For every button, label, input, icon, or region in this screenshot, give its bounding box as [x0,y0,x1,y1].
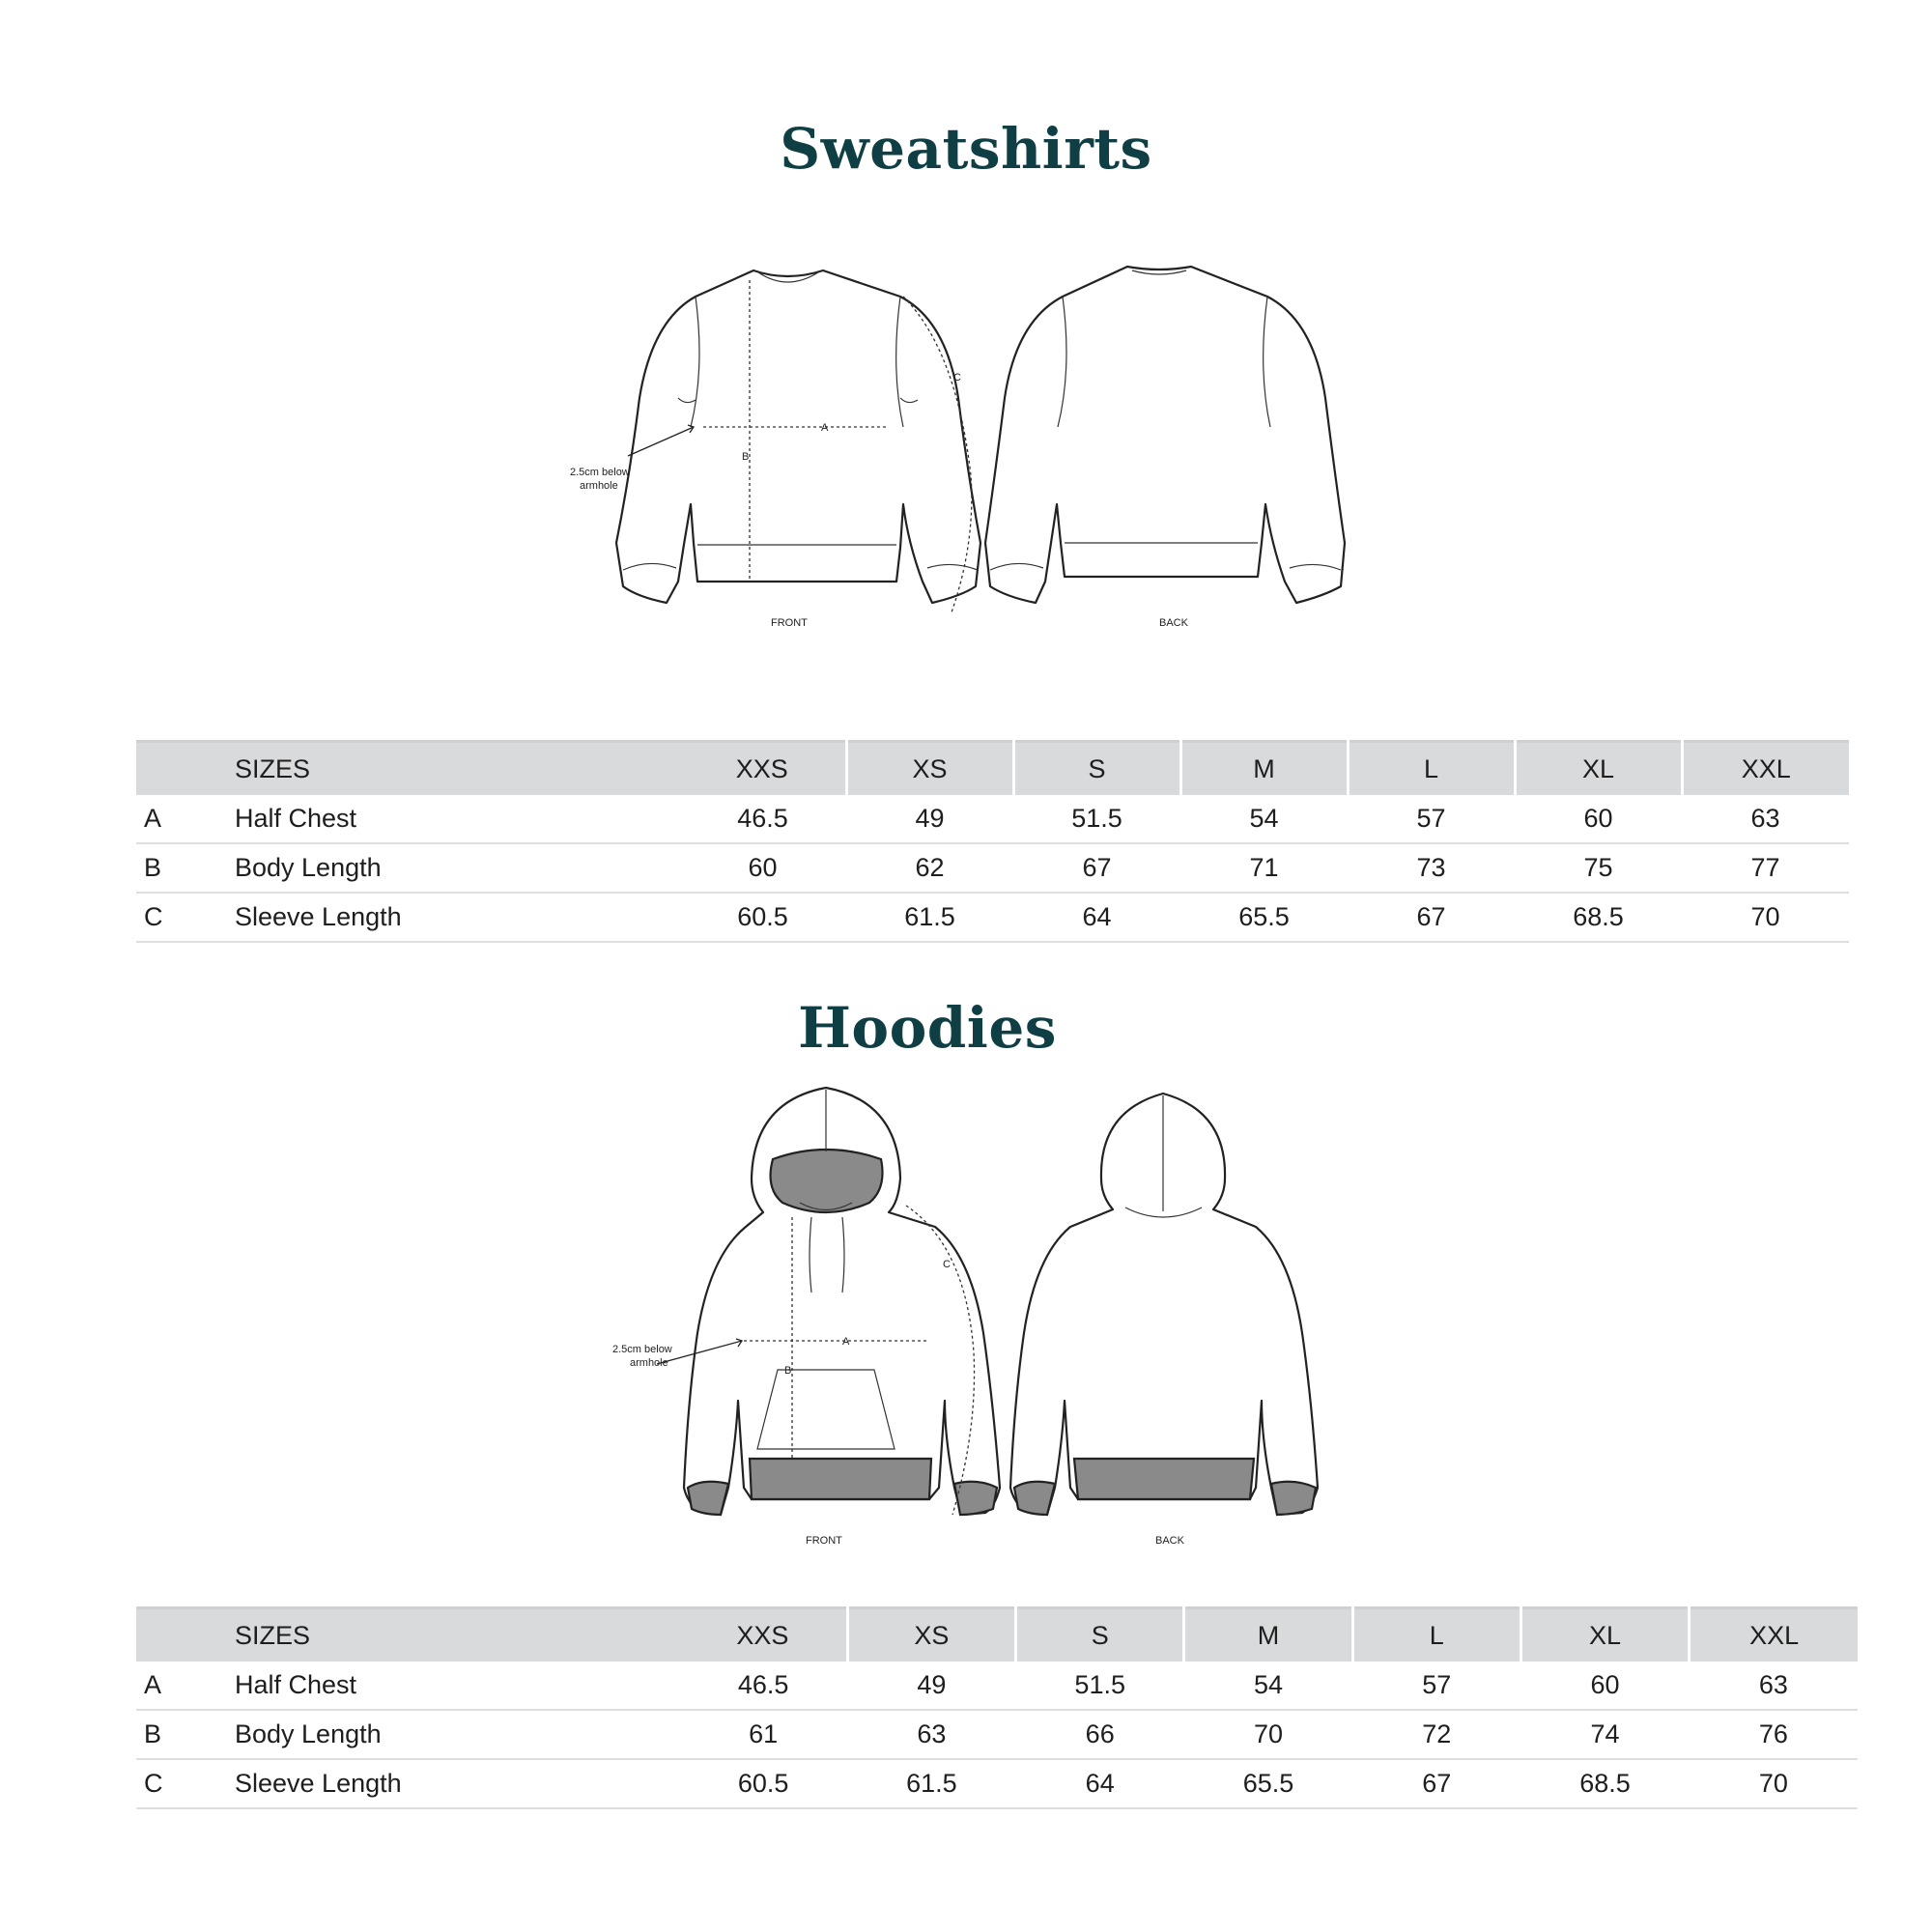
size-header: S [1013,742,1180,796]
row-label: Sleeve Length [235,1759,679,1808]
table-cell: 68.5 [1520,1759,1689,1808]
table-cell: 67 [1013,843,1180,893]
measure-b-label: B [742,451,750,463]
measure-c-label: C [953,372,961,384]
row-code: B [136,843,235,893]
table-cell: 64 [1013,893,1180,942]
size-header: M [1184,1608,1352,1662]
table-cell: 60 [1515,795,1682,843]
table-cell: 61 [679,1710,847,1759]
table-cell: 75 [1515,843,1682,893]
table-cell: 71 [1180,843,1348,893]
table-cell: 63 [1690,1662,1858,1710]
size-header: XS [846,742,1013,796]
size-header: XS [847,1608,1015,1662]
size-header: S [1016,1608,1184,1662]
row-code: A [136,795,235,843]
hoodie-size-table [136,1606,1858,1809]
row-label: Half Chest [235,795,679,843]
table-cell: 60.5 [679,1759,847,1808]
table-header-row [136,1608,1858,1662]
table-cell: 68.5 [1515,893,1682,942]
table-cell: 76 [1690,1710,1858,1759]
table-cell: 66 [1016,1710,1184,1759]
size-header: L [1352,1608,1520,1662]
armhole-note-line2: armhole [580,480,618,492]
table-cell: 49 [846,795,1013,843]
row-label: Sleeve Length [235,893,679,942]
table-cell: 61.5 [846,893,1013,942]
row-label: Body Length [235,1710,679,1759]
size-header: XXL [1682,742,1849,796]
hoodies-title: Hoodies [798,995,1057,1061]
measure-c-label: C [943,1259,951,1270]
table-cell: 72 [1352,1710,1520,1759]
armhole-note-line1: 2.5cm below [612,1344,672,1355]
table-cell: 60.5 [679,893,846,942]
table-cell: 63 [1682,795,1849,843]
sweatshirt-back-drawing [985,267,1345,629]
table-cell: 51.5 [1016,1662,1184,1710]
back-label: BACK [1159,617,1188,629]
table-cell: 46.5 [679,1662,847,1710]
sweatshirt-front-drawing [570,270,980,629]
table-cell: 70 [1682,893,1849,942]
table-row [136,893,1849,942]
table-cell: 65.5 [1180,893,1348,942]
sizes-header: SIZES [235,742,679,796]
hoodie-back-drawing [1010,1094,1318,1547]
table-cell: 60 [679,843,846,893]
table-row [136,1759,1858,1808]
size-header: XL [1520,1608,1689,1662]
table-cell: 60 [1520,1662,1689,1710]
sweatshirts-title: Sweatshirts [780,116,1152,182]
table-cell: 67 [1352,1759,1520,1808]
table-cell: 67 [1348,893,1515,942]
row-label: Body Length [235,843,679,893]
sizes-header: SIZES [235,1608,679,1662]
sweatshirt-diagram [522,253,1410,639]
table-cell: 57 [1352,1662,1520,1710]
hoodie-diagram [580,1082,1352,1565]
hoodie-front-drawing [612,1088,1000,1547]
table-cell: 62 [846,843,1013,893]
table-cell: 46.5 [679,795,846,843]
size-header: XXL [1690,1608,1858,1662]
measure-b-label: B [784,1365,792,1377]
table-cell: 70 [1184,1710,1352,1759]
size-header: L [1348,742,1515,796]
front-label: FRONT [806,1535,842,1547]
size-header: XXS [679,742,846,796]
table-cell: 49 [847,1662,1015,1710]
table-cell: 57 [1348,795,1515,843]
size-header: XL [1515,742,1682,796]
row-code: A [136,1662,235,1710]
back-label: BACK [1155,1535,1184,1547]
row-code: C [136,893,235,942]
sweatshirt-size-table [136,740,1849,943]
armhole-note-line1: 2.5cm below [570,467,630,478]
table-row [136,1710,1858,1759]
table-cell: 54 [1184,1662,1352,1710]
table-cell: 65.5 [1184,1759,1352,1808]
size-header: XXS [679,1608,847,1662]
table-row [136,795,1849,843]
table-header-row [136,742,1849,796]
table-cell: 70 [1690,1759,1858,1808]
row-label: Half Chest [235,1662,679,1710]
size-header: M [1180,742,1348,796]
table-cell: 73 [1348,843,1515,893]
table-cell: 77 [1682,843,1849,893]
table-cell: 51.5 [1013,795,1180,843]
measure-a-label: A [842,1336,850,1348]
table-row [136,843,1849,893]
table-cell: 61.5 [847,1759,1015,1808]
measure-a-label: A [821,422,829,434]
row-code: C [136,1759,235,1808]
table-cell: 74 [1520,1710,1689,1759]
armhole-note-line2: armhole [630,1357,668,1369]
table-cell: 64 [1016,1759,1184,1808]
front-label: FRONT [771,617,808,629]
table-row [136,1662,1858,1710]
table-cell: 54 [1180,795,1348,843]
row-code: B [136,1710,235,1759]
table-cell: 63 [847,1710,1015,1759]
